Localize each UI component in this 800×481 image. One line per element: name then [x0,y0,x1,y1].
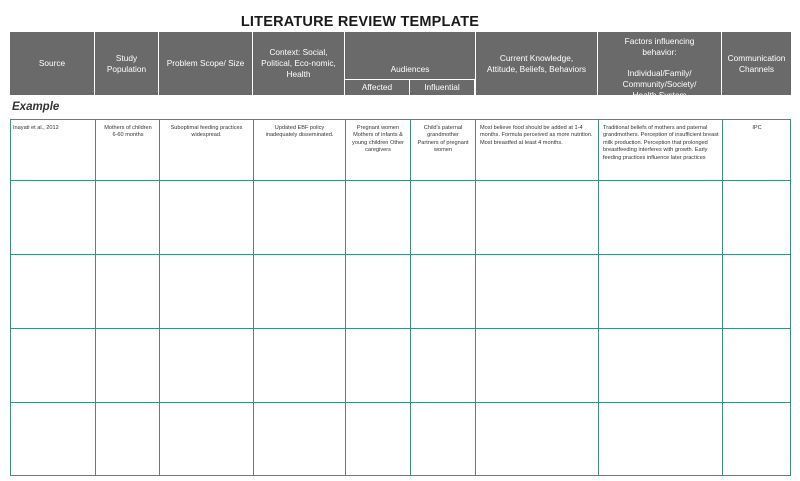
header-affected: Affected [345,79,410,95]
review-grid [10,119,791,476]
example-study-population: Mothers of children 6-60 months [104,125,152,139]
example-problem-scope: Suboptimal feeding practices widespread. [170,125,243,139]
col-divider [410,120,411,475]
table-header [10,32,791,100]
header-channels: Communication Channels [727,52,786,74]
example-source: Inayati et al., 2012 [13,125,59,131]
col-divider [253,120,254,475]
row-divider [11,180,790,181]
header-knowledge: Current Knowledge, Attitude, Beliefs, Behaviors [476,32,598,95]
row-divider [11,254,790,255]
page-title: LITERATURE REVIEW TEMPLATE [240,14,480,30]
header-influential: Influential [410,79,475,95]
header-source: Source [10,32,95,95]
col-divider [95,120,96,475]
example-affected: Pregnant women Mothers of infants & young children Other caregivers [352,125,404,154]
header-problem-scope: Problem Scope/ Size [159,32,253,95]
example-influential: Child's paternal grandmother Partners of pregnant women [417,125,469,154]
row-divider [11,402,790,403]
header-study-population: Study Population [95,32,159,95]
col-divider [722,120,723,475]
header-factors [598,32,722,100]
example-factors: Traditional beliefs of mothers and paternal grandmothers. Perception of insufficient breast milk production. Perception that prolonged breastfeeding interferes with growth. Early feeding practices influence later practices [603,125,719,161]
col-divider [345,120,346,475]
header-audiences: Audiences [390,64,430,74]
col-divider [475,120,476,475]
example-context: Updated EBF policy inadequately disseminated. [265,125,334,139]
header-context: Context: Social, Political, Eco-nomic, Health [253,32,345,95]
header-factors-title: Factors influencing behavior: [624,36,695,57]
example-channels: IPC [752,125,762,131]
example-knowledge: Most believe food should be added at 1-4 months. Formula perceived as more nutrition. Most breastfed at least 4 months. [480,125,593,146]
header-factors-sub: Individual/Family/ Community/Society/ Health System [622,68,697,100]
col-divider [598,120,599,475]
row-divider [11,328,790,329]
example-label: Example [12,101,60,113]
col-divider [159,120,160,475]
